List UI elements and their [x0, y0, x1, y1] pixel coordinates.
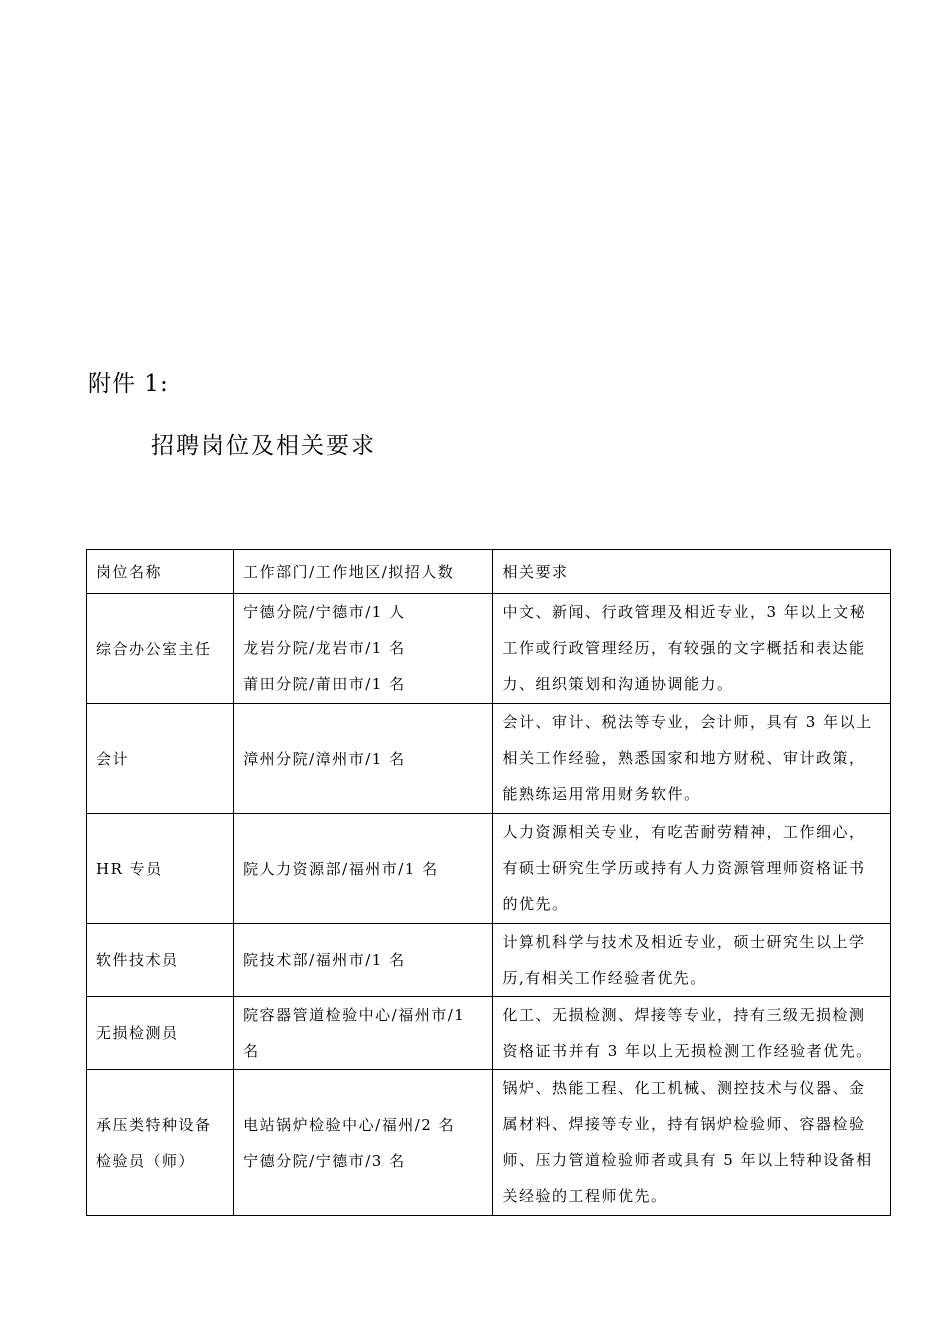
- requirement-line: 计算机科学与技术及相近专业，硕士研究生以上学: [502, 933, 866, 951]
- header-position: 岗位名称: [87, 550, 234, 594]
- header-department: 工作部门/工作地区/拟招人数: [234, 550, 493, 594]
- requirements-cell: [493, 704, 891, 814]
- header-requirements: 相关要求: [493, 550, 891, 594]
- department-line: 院人力资源部/福州市/1 名: [243, 859, 439, 878]
- position-name: 会计: [87, 704, 234, 814]
- department-line: 名: [243, 1042, 260, 1060]
- table-header-row: [87, 550, 891, 594]
- department-cell: [234, 997, 493, 1070]
- document-title: 招聘岗位及相关要求: [151, 433, 376, 459]
- department-line: 电站锅炉检验中心/福州/2 名: [243, 1115, 456, 1134]
- requirements-cell: [493, 1070, 891, 1216]
- requirement-line: 属材料、焊接等专业，持有锅炉检验师、容器检验: [502, 1115, 866, 1133]
- requirement-line: 工作或行政管理经历，有较强的文字概括和表达能: [502, 639, 866, 657]
- position-name-line: 承压类特种设备: [96, 1115, 212, 1134]
- requirement-line: 会计、审计、税法等专业，会计师，具有 3 年以上: [502, 713, 873, 731]
- table-row: [87, 997, 891, 1070]
- department-cell: [234, 814, 493, 924]
- position-name: 软件技术员: [87, 924, 234, 997]
- table-row: [87, 1070, 891, 1216]
- requirement-line: 能熟练运用常用财务软件。: [502, 785, 701, 803]
- requirement-line: 的优先。: [502, 895, 569, 913]
- table-row: [87, 924, 891, 997]
- requirement-line: 化工、无损检测、焊接等专业，持有三级无损检测: [502, 1006, 866, 1024]
- requirement-line: 师、压力管道检验师者或具有 5 年以上特种设备相: [502, 1151, 873, 1169]
- positions-table: [86, 549, 891, 1216]
- table-row: [87, 594, 891, 704]
- requirements-cell: [493, 924, 891, 997]
- requirement-line: 有硕士研究生学历或持有人力资源管理师资格证书: [502, 859, 866, 877]
- department-cell: [234, 924, 493, 997]
- position-name: HR 专员: [87, 814, 234, 924]
- table-row: [87, 814, 891, 924]
- table-row: [87, 704, 891, 814]
- position-name: [87, 1070, 234, 1216]
- department-cell: [234, 594, 493, 704]
- requirements-cell: [493, 594, 891, 704]
- position-name: 综合办公室主任: [87, 594, 234, 704]
- requirement-line: 中文、新闻、行政管理及相近专业，3 年以上文秘: [502, 603, 867, 621]
- department-cell: [234, 704, 493, 814]
- requirements-cell: [493, 997, 891, 1070]
- department-line: 院容器管道检验中心/福州市/1: [243, 1006, 466, 1024]
- requirement-line: 人力资源相关专业，有吃苦耐劳精神，工作细心，: [502, 823, 866, 841]
- department-cell: [234, 1070, 493, 1216]
- attachment-label: 附件 1:: [88, 371, 169, 397]
- department-line: 宁德分院/宁德市/3 名: [243, 1151, 406, 1170]
- requirement-line: 资格证书并有 3 年以上无损检测工作经验者优先。: [502, 1042, 873, 1060]
- requirement-line: 相关工作经验，熟悉国家和地方财税、审计政策，: [502, 749, 866, 767]
- requirement-line: 锅炉、热能工程、化工机械、测控技术与仪器、金: [502, 1079, 866, 1097]
- requirement-line: 关经验的工程师优先。: [502, 1187, 668, 1205]
- position-name: 无损检测员: [87, 997, 234, 1070]
- requirements-cell: [493, 814, 891, 924]
- department-line: 龙岩分院/龙岩市/1 名: [243, 639, 406, 657]
- requirement-line: 力、组织策划和沟通协调能力。: [502, 675, 734, 693]
- department-line: 院技术部/福州市/1 名: [243, 951, 406, 969]
- requirement-line: 历,有相关工作经验者优先。: [502, 969, 707, 987]
- department-line: 莆田分院/莆田市/1 名: [243, 675, 406, 693]
- department-line: 漳州分院/漳州市/1 名: [243, 749, 406, 768]
- department-line: 宁德分院/宁德市/1 人: [243, 603, 406, 621]
- position-name-line: 检验员（师）: [96, 1151, 196, 1170]
